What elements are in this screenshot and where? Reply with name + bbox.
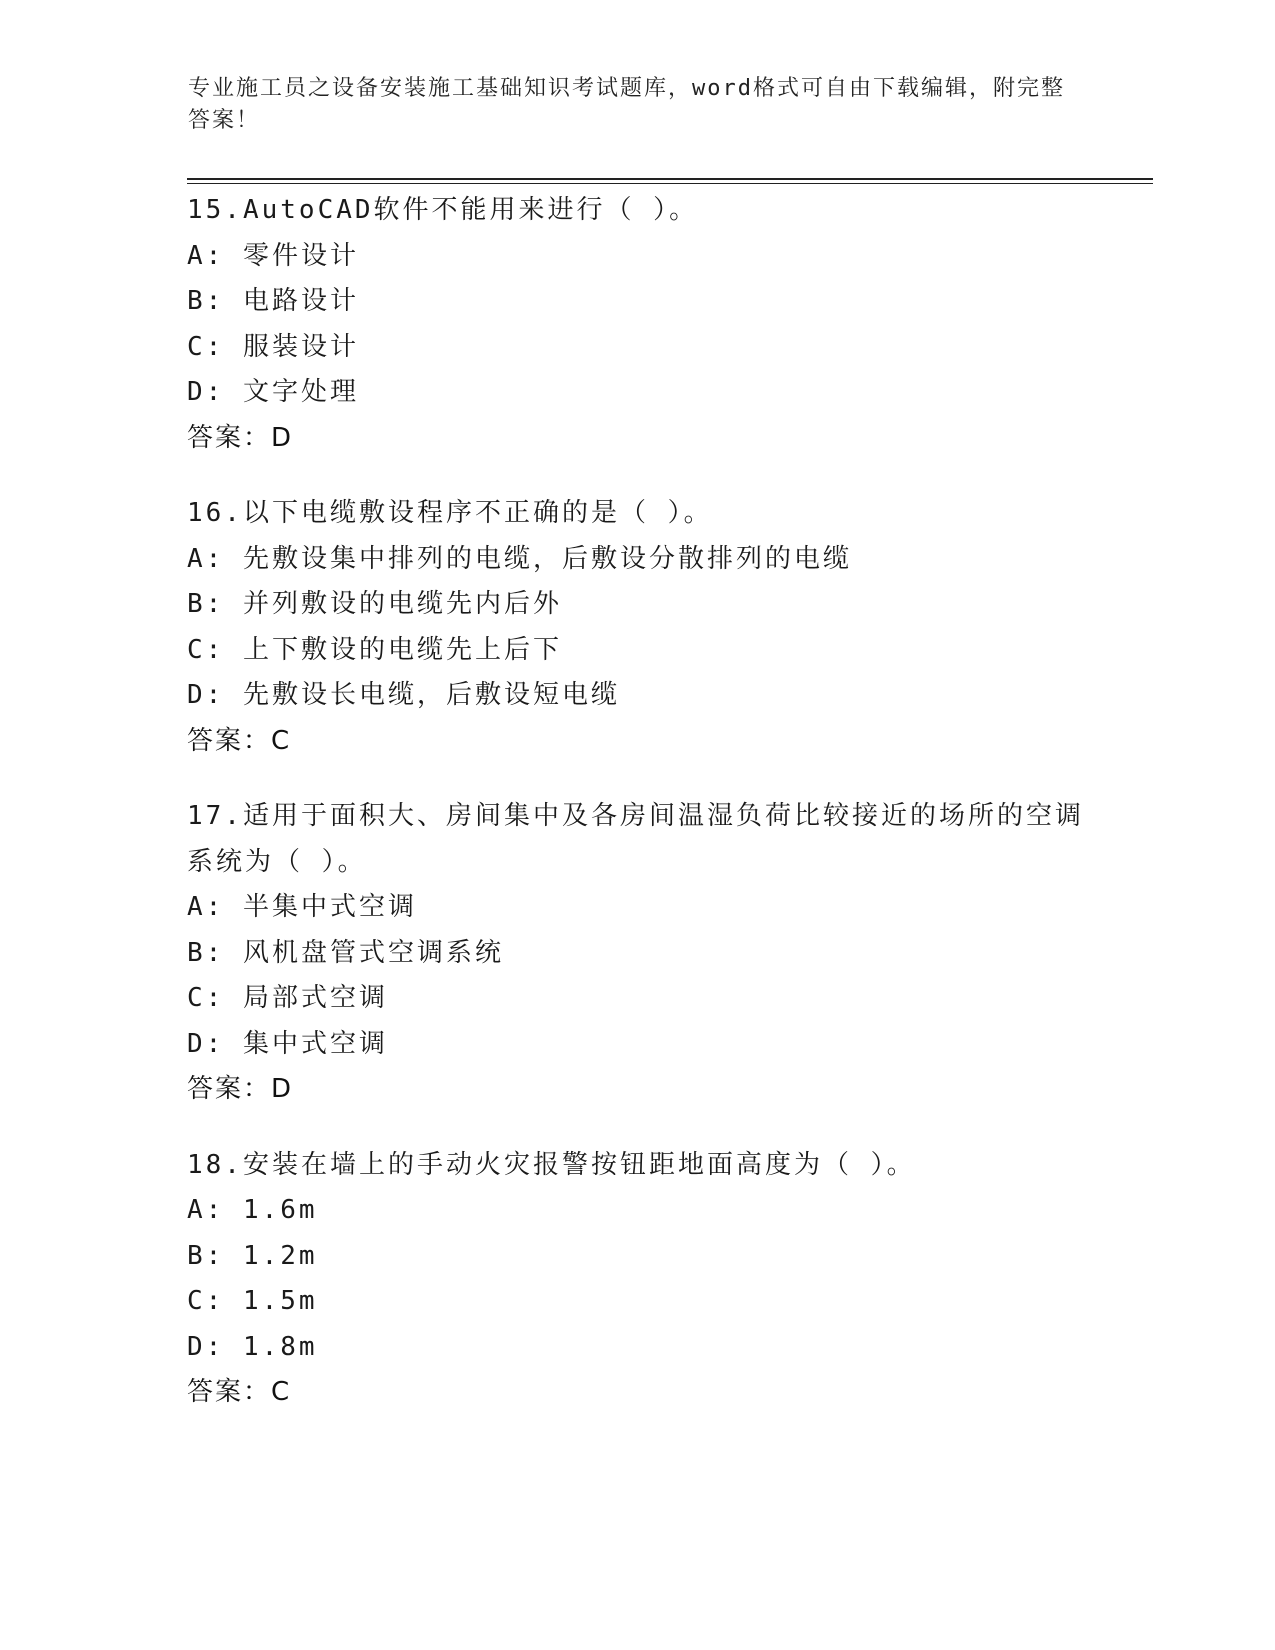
question-16: [187, 491, 1087, 764]
answer-line: 答案：D: [187, 1074, 294, 1104]
option-c: C: 服装设计: [187, 331, 359, 362]
option-c: C: 局部式空调: [187, 983, 388, 1013]
answer-line: 答案：C: [187, 725, 292, 756]
question-title: 16.以下电缆敷设程序不正确的是（ ）。: [187, 498, 713, 528]
question-title: 18.安装在墙上的手动火灾报警按钮距地面高度为（ ）。: [187, 1149, 916, 1180]
question-18: [187, 1143, 1087, 1416]
question-title: 17.适用于面积大、房间集中及各房间温湿负荷比较接近的场所的空调系统为（ ）。: [187, 801, 1084, 877]
option-a: A: 零件设计: [187, 240, 359, 271]
option-b: B: 电路设计: [187, 286, 359, 316]
option-a: A: 半集中式空调: [187, 892, 417, 922]
header-divider-thin: [187, 183, 1153, 184]
option-c: C: 上下敷设的电缆先上后下: [187, 634, 562, 665]
header-divider-thick: [187, 178, 1153, 180]
answer-line: 答案：D: [187, 422, 294, 453]
option-b: B: 并列敷设的电缆先内后外: [187, 589, 562, 619]
option-d: D: 1.8m: [187, 1331, 318, 1362]
option-b: B: 风机盘管式空调系统: [187, 937, 504, 968]
option-a: A: 先敷设集中排列的电缆，后敷设分散排列的电缆: [187, 543, 852, 574]
option-b: B: 1.2m: [187, 1240, 318, 1271]
question-list: [187, 188, 1087, 1446]
option-d: D: 集中式空调: [187, 1028, 388, 1059]
question-15: [187, 188, 1087, 461]
answer-line: 答案：C: [187, 1377, 292, 1407]
option-d: D: 文字处理: [187, 377, 359, 407]
question-title: 15.AutoCAD软件不能用来进行（ ）。: [187, 195, 699, 225]
question-17: [187, 794, 1087, 1113]
option-d: D: 先敷设长电缆，后敷设短电缆: [187, 680, 620, 710]
option-c: C: 1.5m: [187, 1286, 318, 1316]
document-intro: 专业施工员之设备安装施工基础知识考试题库，word格式可自由下载编辑，附完整答案！: [188, 76, 1065, 133]
option-a: A: 1.6m: [187, 1195, 318, 1225]
